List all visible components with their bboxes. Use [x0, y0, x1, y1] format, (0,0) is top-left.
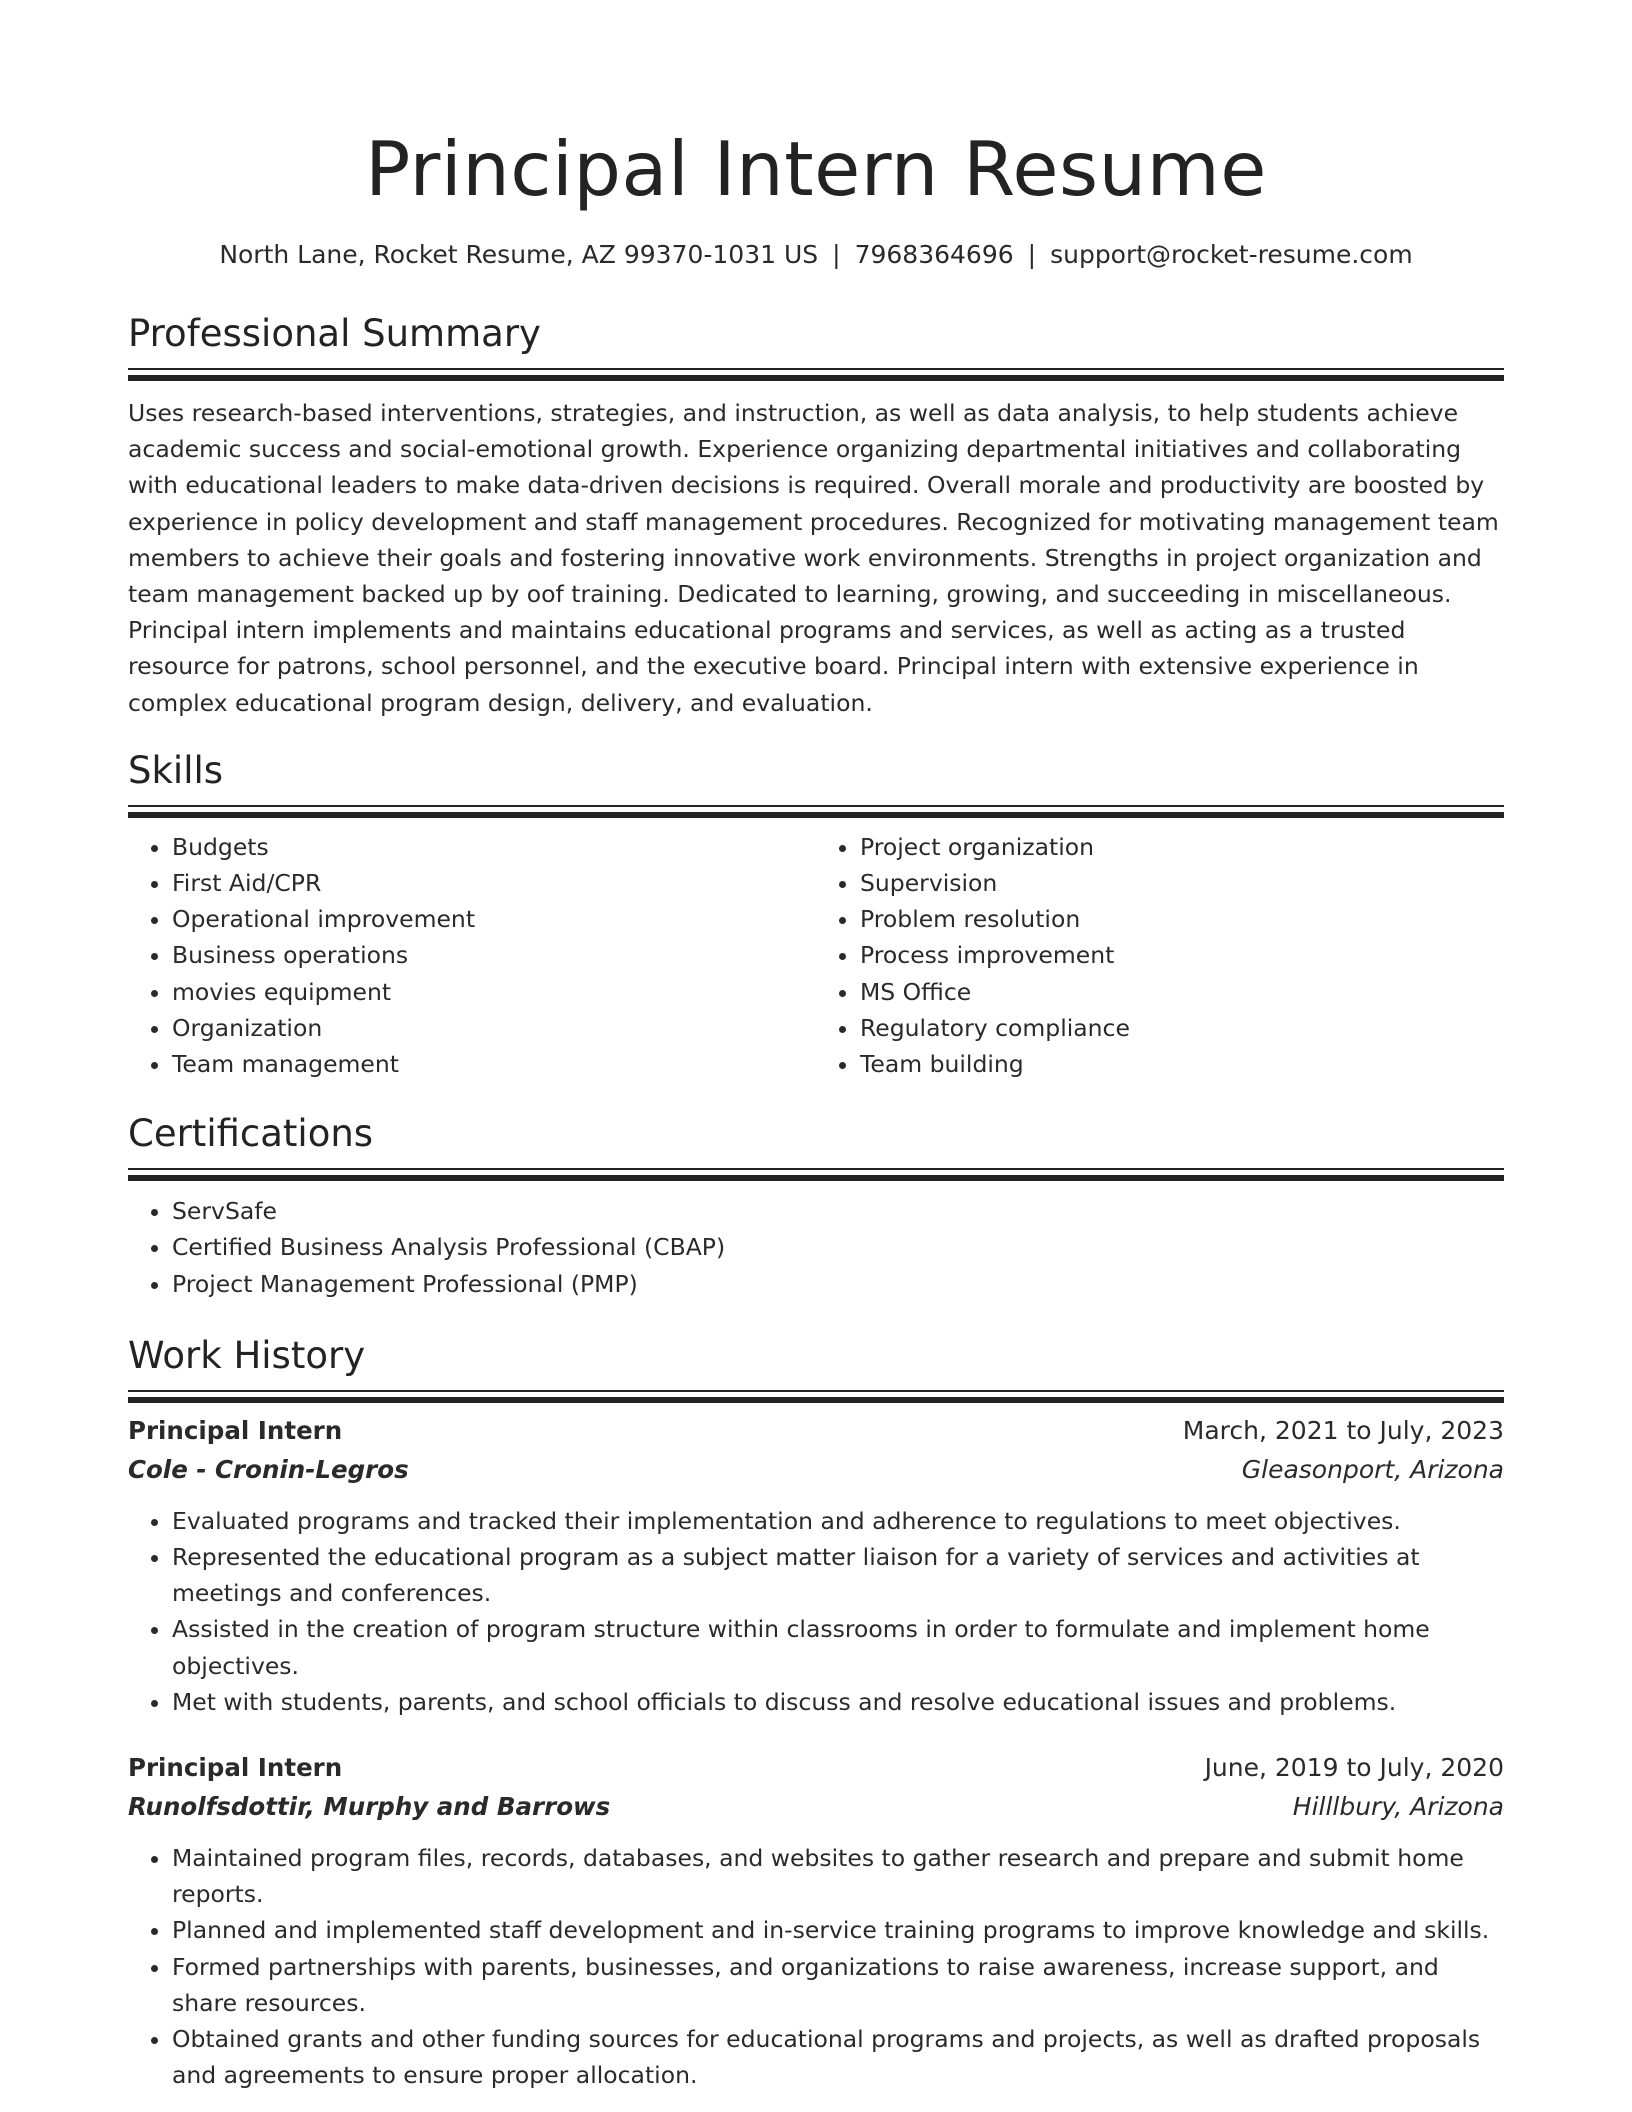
- skill-item: • First Aid/CPR: [172, 865, 816, 901]
- certification-item: • ServSafe: [172, 1193, 1504, 1229]
- summary-section: [128, 310, 1504, 721]
- contact-separator: |: [832, 240, 841, 269]
- contact-separator: |: [1027, 240, 1037, 269]
- job-company: Cole - Cronin-Legros: [128, 1454, 409, 1484]
- job-location: Gleasonport, Arizona: [1241, 1454, 1504, 1484]
- section-divider: [128, 1168, 1504, 1181]
- section-title-summary: Professional Summary: [128, 312, 541, 355]
- contact-line: [128, 238, 1504, 272]
- skill-item: • Team building: [860, 1046, 1504, 1082]
- skills-grid: [128, 829, 1504, 1082]
- section-divider: [128, 805, 1504, 818]
- certifications-section: [128, 1110, 1504, 1302]
- job-dates: June, 2019 to July, 2020: [1204, 1753, 1504, 1783]
- job-bullet: • Planned and implemented staff development and in-service training programs to improve knowledge and skills.: [172, 1912, 1504, 1948]
- contact-email: support@rocket-resume.com: [1050, 240, 1413, 269]
- section-title-work-history: Work History: [128, 1333, 366, 1377]
- job-header: [128, 1748, 1504, 1788]
- skill-item: • Regulatory compliance: [860, 1010, 1504, 1046]
- skill-item: • Problem resolution: [860, 901, 1504, 937]
- contact-phone: 7968364696: [854, 240, 1014, 269]
- skill-item: • MS Office: [860, 974, 1504, 1010]
- skill-item: • Project organization: [860, 829, 1504, 865]
- work-history-section: [128, 1332, 1504, 2094]
- skill-item: • Supervision: [860, 865, 1504, 901]
- skill-item: • movies equipment: [172, 974, 816, 1010]
- job-bullet: • Met with students, parents, and school officials to discuss and resolve educational issues and problems.: [172, 1684, 1504, 1720]
- resume-title: Principal Intern Resume: [365, 125, 1267, 213]
- summary-text: Uses research-based interventions, strategies, and instruction, as well as data analysis, to help students achieve academic success and social-emotional growth. Experience organizing departmental initiatives and collaborating with educational leaders to make data-driven decisions is required. Overall morale and productivity are boosted by experience in policy development and staff management procedures. Recognized for motivating management team members to achieve their goals and fostering innovative work environments. Strengths in project organization and team management backed up by oof training. Dedicated to learning, growing, and succeeding in miscellaneous. Principal intern implements and maintains educational programs and services, as well as acting as a trusted resource for patrons, school personnel, and the executive board. Principal intern with extensive experience in complex educational program design, delivery, and evaluation.: [128, 399, 1499, 717]
- skill-item: • Business operations: [172, 937, 816, 973]
- skill-item: • Process improvement: [860, 937, 1504, 973]
- skills-section: [128, 747, 1504, 1082]
- section-title-skills: Skills: [128, 748, 224, 792]
- job-entry: [128, 1411, 1504, 1720]
- job-bullets: [128, 1503, 1504, 1720]
- job-title: Principal Intern: [128, 1753, 343, 1783]
- job-entry: [128, 1748, 1504, 2093]
- job-bullet: • Assisted in the creation of program structure within classrooms in order to formulate and implement home objectives.: [172, 1611, 1504, 1683]
- job-title: Principal Intern: [128, 1415, 343, 1445]
- job-bullet: • Maintained program files, records, databases, and websites to gather research and prepare and submit home reports.: [172, 1840, 1504, 1912]
- job-bullet: • Obtained grants and other funding sources for educational programs and projects, as well as drafted proposals and agreements to ensure proper allocation.: [172, 2021, 1504, 2093]
- section-divider: [128, 368, 1504, 381]
- certification-item: • Certified Business Analysis Professional (CBAP): [172, 1229, 1504, 1265]
- skills-column-left: [128, 829, 816, 1082]
- job-header: [128, 1411, 1504, 1451]
- job-bullet: • Represented the educational program as a subject matter liaison for a variety of services and activities at meetings and conferences.: [172, 1539, 1504, 1611]
- job-bullet: • Formed partnerships with parents, businesses, and organizations to raise awareness, increase support, and share resources.: [172, 1949, 1504, 2021]
- skills-column-right: [816, 829, 1504, 1082]
- section-divider: [128, 1390, 1504, 1403]
- job-location: Hilllbury, Arizona: [1292, 1792, 1504, 1822]
- skill-item: • Operational improvement: [172, 901, 816, 937]
- certification-item: • Project Management Professional (PMP): [172, 1266, 1504, 1302]
- certifications-list: [128, 1193, 1504, 1302]
- skill-item: • Organization: [172, 1010, 816, 1046]
- contact-address: North Lane, Rocket Resume, AZ 99370-1031 US: [219, 240, 819, 269]
- job-bullet: • Evaluated programs and tracked their implementation and adherence to regulations to meet objectives.: [172, 1503, 1504, 1539]
- skill-item: • Budgets: [172, 829, 816, 865]
- skill-item: • Team management: [172, 1046, 816, 1082]
- job-dates: March, 2021 to July, 2023: [1182, 1415, 1504, 1445]
- job-subheader: [128, 1451, 1504, 1489]
- job-bullets: [128, 1840, 1504, 2093]
- job-company: Runolfsdottir, Murphy and Barrows: [128, 1792, 611, 1822]
- section-title-certifications: Certifications: [128, 1112, 374, 1156]
- job-subheader: [128, 1788, 1504, 1826]
